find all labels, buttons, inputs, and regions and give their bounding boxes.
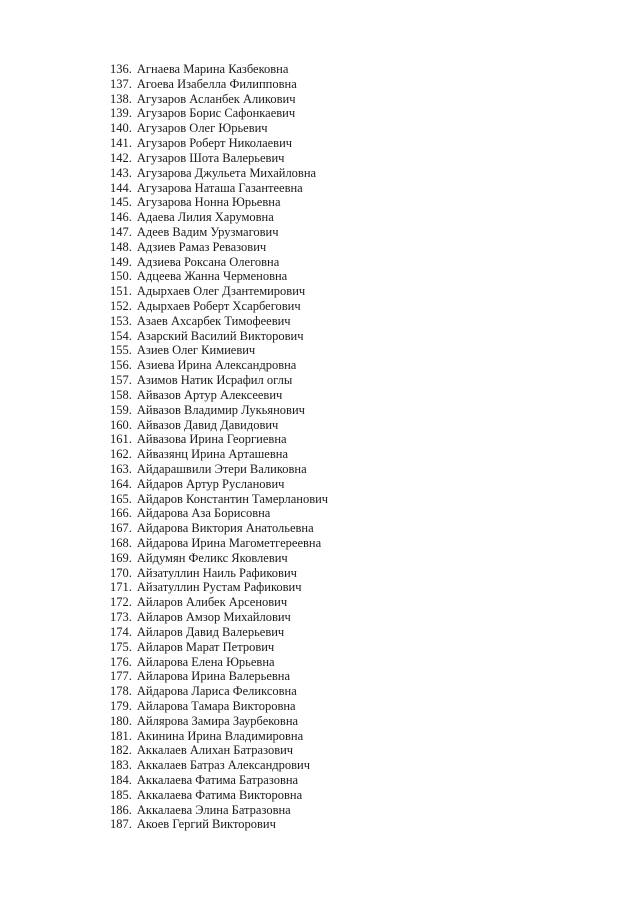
entry-number: 163. <box>110 461 132 476</box>
entry-name: Азимов Натик Исрафил оглы <box>136 373 293 388</box>
list-item <box>110 269 328 284</box>
list-item <box>110 151 328 166</box>
entry-number: 160. <box>110 417 132 432</box>
entry-name: Айдарова Ирина Магометгереевна <box>136 536 322 550</box>
entry-number: 137. <box>110 76 132 91</box>
list-item <box>110 551 328 566</box>
entry-name: Айдарова Лариса Феликсовна <box>136 684 297 699</box>
entry-name: Айларов Давид Валерьевич <box>136 624 285 639</box>
entry-name: Айвазов Владимир Лукьянович <box>136 402 305 417</box>
entry-name: Айларов Амзор Михайлович <box>136 610 291 625</box>
entry-number: 157. <box>110 373 132 388</box>
entry-name: Айдарова Аза Борисовна <box>136 506 271 521</box>
list-item <box>110 329 328 344</box>
list-item <box>110 62 328 77</box>
entry-name: Азиев Олег Кимиевич <box>136 343 256 358</box>
list-item <box>110 181 328 196</box>
list-item <box>110 77 328 92</box>
list-item <box>110 92 328 107</box>
list-item <box>110 506 328 521</box>
entry-name: Адзиев Рамаз Ревазович <box>136 239 267 254</box>
list-item <box>110 580 328 595</box>
entry-name: Агузаров Асланбек Аликович <box>136 91 296 106</box>
entry-number: 180. <box>110 713 132 728</box>
list-item <box>110 299 328 314</box>
entry-name: Акоев Гергий Викторович <box>136 817 276 832</box>
list-item <box>110 492 328 507</box>
entry-number: 138. <box>110 91 132 106</box>
entry-name: Адеев Вадим Урузмагович <box>136 224 279 239</box>
entry-name: Адырхаев Роберт Хсарбегович <box>136 299 301 313</box>
entry-name: Айлярова Замира Заурбековна <box>136 713 299 728</box>
entry-name: Агузаров Шота Валерьевич <box>136 150 285 165</box>
list-item <box>110 195 328 210</box>
list-item <box>110 477 328 492</box>
list-item <box>110 255 328 270</box>
list-item <box>110 358 328 373</box>
entry-number: 156. <box>110 358 132 373</box>
list-item <box>110 373 328 388</box>
entry-name: Агузаров Роберт Николаевич <box>136 136 293 151</box>
entry-name: Айвазов Артур Алексеевич <box>136 387 283 402</box>
entry-name: Адырхаев Олег Дзантемирович <box>136 284 306 299</box>
list-item <box>110 788 328 803</box>
entry-name: Айдаров Константин Тамерланович <box>136 491 329 506</box>
list-item <box>110 625 328 640</box>
entry-name: Айларов Марат Петрович <box>136 639 275 654</box>
name-list <box>110 62 328 832</box>
list-item <box>110 388 328 403</box>
entry-number: 161. <box>110 432 132 447</box>
entry-name: Адцеева Жанна Черменовна <box>136 269 288 284</box>
entry-number: 174. <box>110 624 132 639</box>
list-item <box>110 403 328 418</box>
entry-number: 141. <box>110 136 132 151</box>
entry-name: Аккалаев Алихан Батразович <box>136 743 294 758</box>
entry-number: 172. <box>110 595 132 610</box>
entry-name: Айдарашвили Этери Валиковна <box>136 461 307 476</box>
list-item <box>110 343 328 358</box>
list-item <box>110 758 328 773</box>
entry-number: 186. <box>110 802 132 817</box>
entry-name: Айвазянц Ирина Арташевна <box>136 447 288 462</box>
entry-number: 151. <box>110 284 132 299</box>
entry-name: Адзиева Роксана Олеговна <box>136 254 280 269</box>
list-item <box>110 743 328 758</box>
entry-number: 183. <box>110 758 132 773</box>
entry-number: 143. <box>110 165 132 180</box>
list-item <box>110 714 328 729</box>
entry-number: 181. <box>110 728 132 743</box>
list-item <box>110 803 328 818</box>
list-item <box>110 121 328 136</box>
entry-name: Айдарова Виктория Анатольевна <box>136 521 314 536</box>
entry-name: Акинина Ирина Владимировна <box>136 728 304 743</box>
list-item <box>110 610 328 625</box>
entry-number: 159. <box>110 402 132 417</box>
entry-name: Азиева Ирина Александровна <box>136 358 297 373</box>
entry-number: 153. <box>110 313 132 328</box>
list-item <box>110 817 328 832</box>
list-item <box>110 462 328 477</box>
entry-name: Агузарова Наташа Газантеевна <box>136 180 303 195</box>
entry-number: 175. <box>110 639 132 654</box>
entry-number: 179. <box>110 698 132 713</box>
entry-name: Адаева Лилия Харумовна <box>136 210 274 225</box>
list-item <box>110 225 328 240</box>
entry-name: Айларов Алибек Арсенович <box>136 595 288 610</box>
entry-name: Аккалаева Фатима Батразовна <box>136 773 299 787</box>
list-item <box>110 669 328 684</box>
entry-number: 148. <box>110 239 132 254</box>
entry-number: 144. <box>110 180 132 195</box>
entry-name: Агузаров Борис Сафонкаевич <box>136 106 296 121</box>
entry-name: Аккалаева Элина Батразовна <box>136 802 291 817</box>
entry-number: 171. <box>110 580 132 595</box>
list-item <box>110 136 328 151</box>
entry-number: 155. <box>110 343 132 358</box>
entry-name: Азарский Василий Викторович <box>136 328 304 343</box>
entry-name: Аккалаев Батраз Александрович <box>136 758 311 773</box>
entry-name: Айвазова Ирина Георгиевна <box>136 432 287 447</box>
list-item <box>110 521 328 536</box>
list-item <box>110 655 328 670</box>
list-item <box>110 166 328 181</box>
entry-number: 162. <box>110 447 132 462</box>
list-item <box>110 240 328 255</box>
list-item <box>110 210 328 225</box>
list-item <box>110 595 328 610</box>
entry-number: 173. <box>110 610 132 625</box>
entry-name: Айзатуллин Рустам Рафикович <box>136 580 302 595</box>
list-item <box>110 106 328 121</box>
entry-name: Айдумян Феликс Яковлевич <box>136 550 288 565</box>
entry-name: Агнаева Марина Казбековна <box>136 62 289 76</box>
entry-number: 154. <box>110 328 132 343</box>
list-item <box>110 284 328 299</box>
entry-name: Агоева Изабелла Филипповна <box>136 76 297 91</box>
entry-name: Аккалаева Фатима Викторовна <box>136 787 303 802</box>
list-item <box>110 418 328 433</box>
list-item <box>110 773 328 788</box>
list-item <box>110 432 328 447</box>
entry-number: 145. <box>110 195 132 210</box>
entry-number: 169. <box>110 550 132 565</box>
entry-name: Айларова Ирина Валерьевна <box>136 669 291 684</box>
entry-number: 177. <box>110 669 132 684</box>
entry-number: 168. <box>110 536 132 550</box>
entry-number: 149. <box>110 254 132 269</box>
entry-name: Агузарова Джульета Михайловна <box>136 165 317 180</box>
list-item <box>110 536 328 551</box>
entry-name: Айларова Тамара Викторовна <box>136 698 296 713</box>
list-item <box>110 729 328 744</box>
entry-number: 176. <box>110 654 132 669</box>
list-item <box>110 566 328 581</box>
entry-number: 140. <box>110 121 132 136</box>
entry-name: Азаев Ахсарбек Тимофеевич <box>136 313 291 328</box>
entry-number: 142. <box>110 150 132 165</box>
entry-number: 158. <box>110 387 132 402</box>
entry-number: 178. <box>110 684 132 699</box>
entry-number: 136. <box>110 62 132 76</box>
list-item <box>110 640 328 655</box>
entry-number: 164. <box>110 476 132 491</box>
entry-number: 187. <box>110 817 132 832</box>
entry-name: Айдаров Артур Русланович <box>136 476 285 491</box>
entry-number: 166. <box>110 506 132 521</box>
entry-number: 167. <box>110 521 132 536</box>
entry-number: 165. <box>110 491 132 506</box>
entry-name: Айзатуллин Наиль Рафикович <box>136 565 297 580</box>
entry-number: 170. <box>110 565 132 580</box>
list-item <box>110 699 328 714</box>
entry-name: Айларова Елена Юрьевна <box>136 654 275 669</box>
entry-number: 184. <box>110 773 132 787</box>
list-item <box>110 447 328 462</box>
entry-number: 185. <box>110 787 132 802</box>
entry-number: 182. <box>110 743 132 758</box>
entry-number: 146. <box>110 210 132 225</box>
list-item <box>110 684 328 699</box>
entry-number: 152. <box>110 299 132 313</box>
entry-number: 150. <box>110 269 132 284</box>
entry-name: Агузаров Олег Юрьевич <box>136 121 268 136</box>
list-item <box>110 314 328 329</box>
entry-number: 139. <box>110 106 132 121</box>
entry-name: Агузарова Нонна Юрьевна <box>136 195 281 210</box>
entry-name: Айвазов Давид Давидович <box>136 417 279 432</box>
entry-number: 147. <box>110 224 132 239</box>
